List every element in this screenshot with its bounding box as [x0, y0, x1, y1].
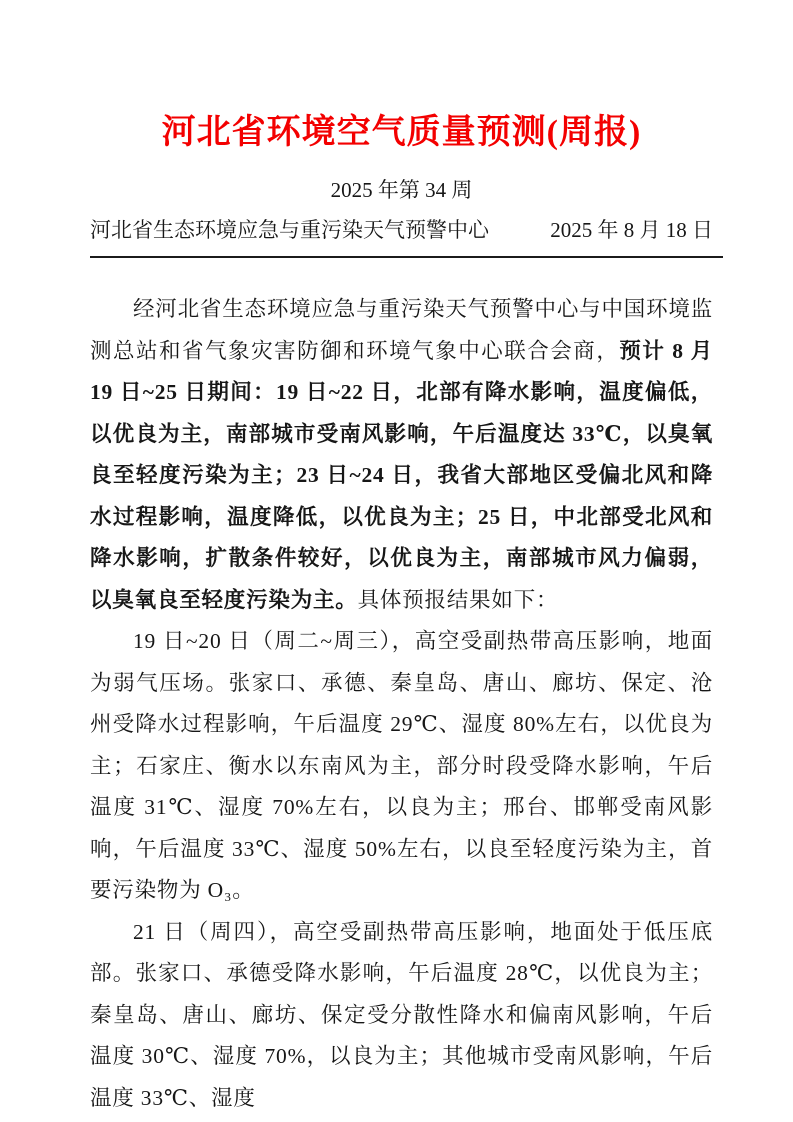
paragraph-text-segment: 经河北省生态环境应急与重污染天气预警中心与中国环境监测总站和省气象灾害防御和环境气象中心联合会商， — [90, 297, 713, 363]
paragraph-text-segment: 21 日（周四），高空受副热带高压影响，地面处于低压底部。张家口、承德受降水影响，午后温度 28℃，以优良为主；秦皇岛、唐山、廊坊、保定受分散性降水和偏南风影响，午后温度 30℃、湿度 70%，以良为主；其他城市受南风影响，午后温度 33℃、湿度 — [90, 919, 713, 1110]
forecast-summary-paragraph — [90, 289, 713, 621]
report-date: 2025 年 8 月 18 日 — [550, 218, 713, 242]
paragraph-text-segment: 19 日~20 日（周二~周三），高空受副热带高压影响，地面为弱气压场。张家口、承德、秦皇岛、唐山、廊坊、保定、沧州受降水过程影响，午后温度 29℃、湿度 80%左右，以优良为主；石家庄、衡水以东南风为主，部分时段受降水影响，午后温度 31℃、湿度 70%左右，以良为主；邢台、邯郸受南风影响，午后温度 33℃、湿度 50%左右，以良至轻度污染为主，首要污染物为 O₃。 — [90, 629, 713, 902]
divider-rule — [90, 256, 723, 258]
week-subtitle: 2025 年第 34 周 — [330, 178, 473, 202]
forecast-aug19-20-paragraph — [90, 621, 713, 912]
paragraph-text-segment: 具体预报结果如下： — [357, 587, 559, 612]
byline-row — [90, 216, 713, 244]
paragraph-text-segment-bold: 预计 8 月 19 日~25 日期间：19 日~22 日，北部有降水影响，温度偏低，以优良为主，南部城市受南风影响，午后温度达 33℃，以臭氧良至轻度污染为主；23 日~24 日，我省大部地区受偏北风和降水过程影响，温度降低，以优良为主；25 日，中北部受北风和降水影响，扩散条件较好，以优良为主，南部城市风力偏弱，以臭氧良至轻度污染为主。 — [90, 338, 713, 612]
forecast-aug21-paragraph — [90, 912, 713, 1120]
document-body — [90, 289, 713, 1119]
issuer-name: 河北省生态环境应急与重污染天气预警中心 — [90, 218, 489, 242]
page-title: 河北省环境空气质量预测(周报) — [161, 114, 642, 151]
